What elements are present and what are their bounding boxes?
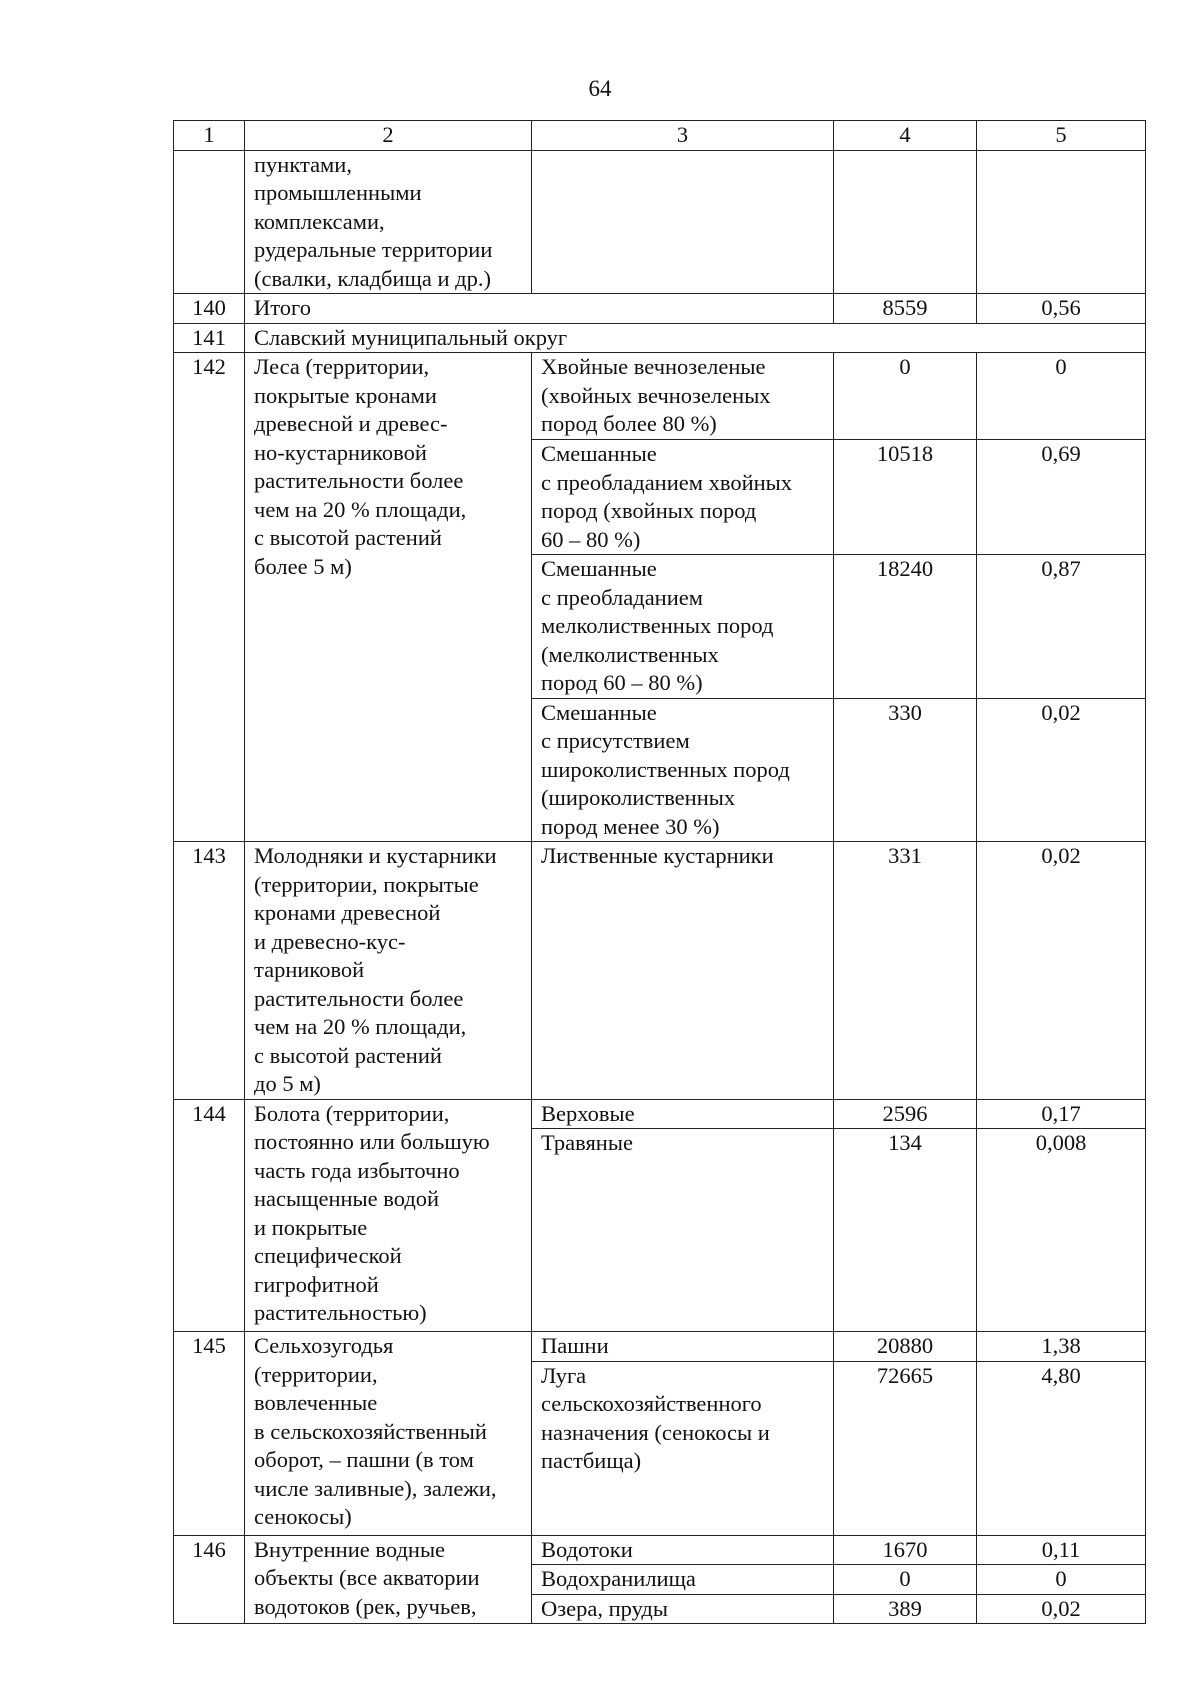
subtype-cell: Водохранилища xyxy=(532,1565,834,1595)
area-cell: 8559 xyxy=(834,294,977,324)
land-category-cell: Внутренние водные объекты (все акватории водотоков (рек, ручьев, xyxy=(245,1535,532,1624)
subtype-cell: Лиственные кустарники xyxy=(532,842,834,1100)
share-cell xyxy=(977,150,1146,294)
share-cell: 0,11 xyxy=(977,1535,1146,1565)
area-cell: 0 xyxy=(834,353,977,440)
row-number-cell: 143 xyxy=(174,842,245,1100)
column-header-row xyxy=(174,121,1146,151)
subtype-cell: Смешанные с преобладанием мелколиственных пород (мелколиственных пород 60 – 80 %) xyxy=(532,555,834,699)
land-category-cell: Болота (территории, постоянно или большую часть года избыточно насыщенные водой и покрытые специфической гигрофитной растительностью) xyxy=(245,1099,532,1332)
area-cell: 331 xyxy=(834,842,977,1100)
area-cell xyxy=(834,150,977,294)
subtype-cell: Верховые xyxy=(532,1099,834,1129)
area-cell: 1670 xyxy=(834,1535,977,1565)
area-cell: 72665 xyxy=(834,1361,977,1535)
area-cell: 134 xyxy=(834,1129,977,1332)
table-row-141 xyxy=(174,323,1146,353)
page-number: 64 xyxy=(588,76,612,101)
subtype-cell: Смешанные с преобладанием хвойных пород (хвойных пород 60 – 80 %) xyxy=(532,440,834,555)
share-cell: 0,69 xyxy=(977,440,1146,555)
area-cell: 18240 xyxy=(834,555,977,699)
table-row-146 xyxy=(174,1535,1146,1565)
share-cell: 0,17 xyxy=(977,1099,1146,1129)
district-name-cell: Славский муниципальный округ xyxy=(245,323,1146,353)
row-number-cell: 140 xyxy=(174,294,245,324)
share-cell: 1,38 xyxy=(977,1332,1146,1362)
area-cell: 10518 xyxy=(834,440,977,555)
column-header: 3 xyxy=(532,121,834,151)
row-number-cell xyxy=(174,150,245,294)
land-cover-table xyxy=(173,120,1146,1624)
land-category-cell: Молодняки и кустарники (территории, покрытые кронами древесной и древесно-кус- тарниковой растительности более чем на 20 % площади, с высотой растений до 5 м) xyxy=(245,842,532,1100)
table-row-142 xyxy=(174,353,1146,440)
table-row-143 xyxy=(174,842,1146,1100)
table-row-continuation xyxy=(174,150,1146,294)
subtype-cell: Пашни xyxy=(532,1332,834,1362)
row-number-cell: 145 xyxy=(174,1332,245,1536)
land-category-cell: Сельхозугодья (территории, вовлеченные в сельскохозяйственный оборот, – пашни (в том числе заливные), залежи, сенокосы) xyxy=(245,1332,532,1536)
share-cell: 0 xyxy=(977,1565,1146,1595)
land-category-cell: Леса (территории, покрытые кронами древесной и древес- но-кустарниковой растительности более чем на 20 % площади, с высотой растений более 5 м) xyxy=(245,353,532,842)
share-cell: 0,87 xyxy=(977,555,1146,699)
row-number-cell: 144 xyxy=(174,1099,245,1332)
column-header: 1 xyxy=(174,121,245,151)
subtype-cell: Озера, пруды xyxy=(532,1594,834,1624)
subtype-cell: Травяные xyxy=(532,1129,834,1332)
share-cell: 4,80 xyxy=(977,1361,1146,1535)
row-number-cell: 141 xyxy=(174,323,245,353)
share-cell: 0,56 xyxy=(977,294,1146,324)
column-header: 5 xyxy=(977,121,1146,151)
share-cell: 0,008 xyxy=(977,1129,1146,1332)
area-cell: 0 xyxy=(834,1565,977,1595)
subtype-cell: Смешанные с присутствием широколиственных пород (широколиственных пород менее 30 %) xyxy=(532,698,834,842)
share-cell: 0,02 xyxy=(977,698,1146,842)
row-number-cell: 142 xyxy=(174,353,245,842)
subtype-cell xyxy=(532,150,834,294)
land-category-cell: пунктами, промышленными комплексами, рудеральные территории (свалки, кладбища и др.) xyxy=(245,150,532,294)
area-cell: 330 xyxy=(834,698,977,842)
table-row-140 xyxy=(174,294,1146,324)
area-cell: 2596 xyxy=(834,1099,977,1129)
column-header: 2 xyxy=(245,121,532,151)
share-cell: 0 xyxy=(977,353,1146,440)
share-cell: 0,02 xyxy=(977,842,1146,1100)
row-number-cell: 146 xyxy=(174,1535,245,1624)
column-header: 4 xyxy=(834,121,977,151)
share-cell: 0,02 xyxy=(977,1594,1146,1624)
table-row-144 xyxy=(174,1099,1146,1129)
total-label-cell: Итого xyxy=(245,294,834,324)
subtype-cell: Хвойные вечнозеленые (хвойных вечнозеленых пород более 80 %) xyxy=(532,353,834,440)
subtype-cell: Водотоки xyxy=(532,1535,834,1565)
subtype-cell: Луга сельскохозяйственного назначения (сенокосы и пастбища) xyxy=(532,1361,834,1535)
area-cell: 389 xyxy=(834,1594,977,1624)
area-cell: 20880 xyxy=(834,1332,977,1362)
table-row-145 xyxy=(174,1332,1146,1362)
